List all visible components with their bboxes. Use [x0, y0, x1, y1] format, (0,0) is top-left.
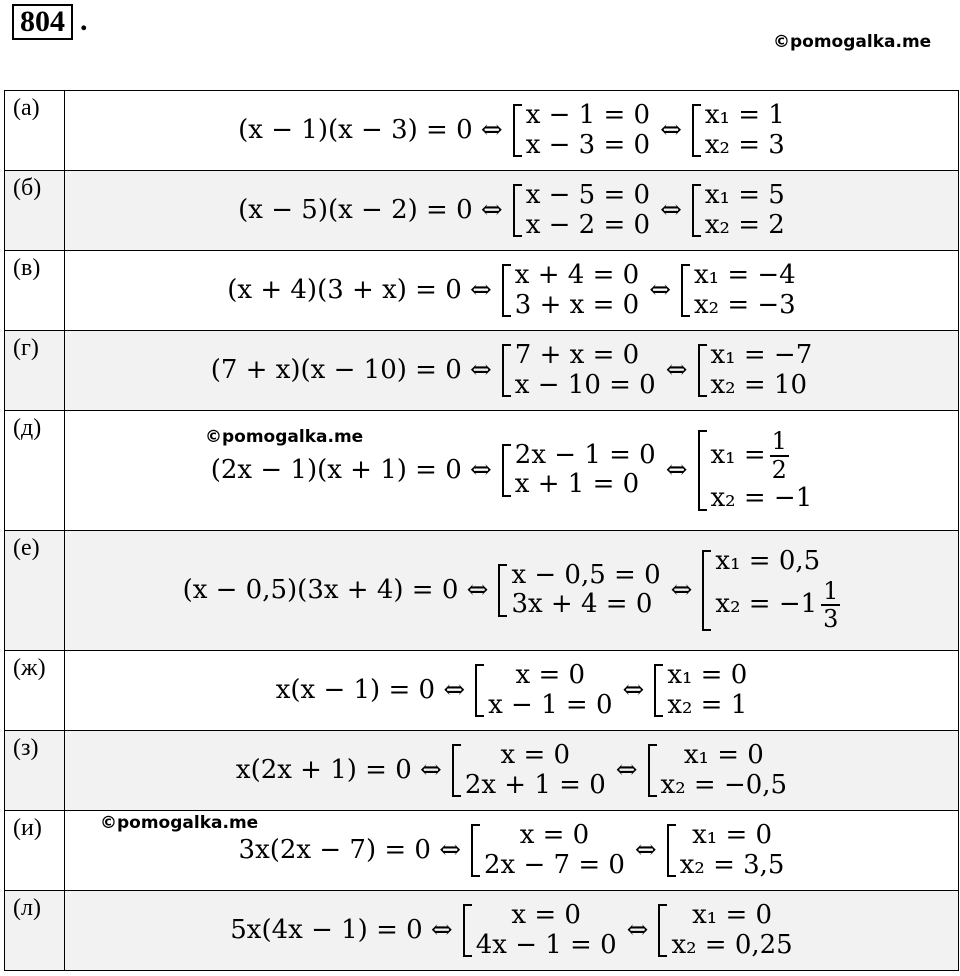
- system-line: x₂ = 3,5: [679, 849, 785, 880]
- equivalence-arrow: ⇔: [622, 674, 645, 705]
- equivalence-arrow: ⇔: [649, 274, 671, 305]
- equation-cell: [65, 651, 959, 731]
- bracket: [475, 664, 484, 717]
- system-line: x₁ = 1: [704, 100, 785, 131]
- system-line: x + 4 = 0: [514, 260, 640, 291]
- system-line: x = 0: [511, 900, 581, 931]
- system-1: [498, 561, 660, 620]
- system-2: [648, 741, 788, 800]
- equation-lhs: (2x − 1)(x + 1) = 0 ⇔: [210, 454, 492, 485]
- equivalence-arrow: ⇔: [665, 354, 688, 385]
- system-1: [513, 181, 650, 240]
- table-row: [5, 251, 959, 331]
- equivalence-arrow: ⇔: [670, 574, 693, 605]
- watermark-row-i: ©pomogalka.me: [100, 813, 259, 833]
- bracket: [692, 184, 701, 237]
- bracket: [658, 904, 667, 957]
- equation: [239, 821, 785, 880]
- bracket: [452, 744, 461, 797]
- system-1: [463, 901, 617, 960]
- bracket: [667, 824, 676, 877]
- equation-lhs: 3x(2x − 7) = 0 ⇔: [238, 834, 461, 865]
- system-line: [711, 427, 813, 484]
- system-1: [513, 101, 650, 160]
- root-lhs: x₁ =: [710, 440, 766, 471]
- bracket: [498, 564, 507, 617]
- bracket: [702, 550, 711, 630]
- bracket: [471, 824, 480, 877]
- fraction-numerator: 1: [823, 576, 839, 605]
- equivalence-arrow: ⇔: [615, 754, 638, 785]
- system-line: x = 0: [500, 740, 571, 771]
- system-2: [702, 547, 840, 633]
- system-1: [502, 341, 656, 400]
- row-label: (б): [5, 171, 65, 251]
- system-line: 2x + 1 = 0: [464, 769, 606, 800]
- system-line: x − 1 = 0: [488, 689, 613, 720]
- row-label: (е): [5, 531, 65, 651]
- system-2: [658, 901, 792, 960]
- bracket: [513, 104, 522, 157]
- system-2: [654, 661, 747, 720]
- system-line: x₂ = 1: [667, 689, 748, 720]
- equation-cell: [65, 251, 959, 331]
- equation-cell: [65, 531, 959, 651]
- equation-lhs: x(x − 1) = 0 ⇔: [275, 674, 466, 705]
- fraction: [821, 578, 840, 633]
- system-2: [698, 427, 813, 513]
- system-line: x + 1 = 0: [514, 469, 640, 500]
- equation-cell: [65, 731, 959, 811]
- root-lhs: x₂ = −1: [715, 589, 818, 620]
- system-line: x₁ = 0: [692, 900, 773, 931]
- system-line: x₁ = −7: [710, 340, 813, 371]
- equation: [183, 547, 841, 633]
- problem-number-dot: .: [80, 4, 88, 37]
- equation-lhs: (x − 5)(x − 2) = 0 ⇔: [238, 194, 503, 225]
- table-row: [5, 331, 959, 411]
- system-line: x − 5 = 0: [525, 180, 651, 211]
- system-line: x₁ = 0: [667, 660, 748, 691]
- row-label: (д): [5, 411, 65, 531]
- equation: [238, 181, 785, 240]
- row-label: (ж): [5, 651, 65, 731]
- table-row: [5, 531, 959, 651]
- bracket: [502, 444, 511, 497]
- system-line: x − 2 = 0: [525, 209, 651, 240]
- system-2: [667, 821, 785, 880]
- equation-cell: [65, 891, 959, 971]
- equation-lhs: (x − 0,5)(3x + 4) = 0 ⇔: [182, 574, 489, 605]
- system-line: 3 + x = 0: [514, 289, 640, 320]
- row-label: (а): [5, 91, 65, 171]
- system-line: x₁ = 5: [704, 180, 785, 211]
- system-2: [681, 261, 796, 320]
- table-row: [5, 171, 959, 251]
- table-row: [5, 411, 959, 531]
- table-row: [5, 731, 959, 811]
- system-1: [452, 741, 606, 800]
- system-line: x₂ = 2: [704, 209, 785, 240]
- fraction-denominator: 3: [823, 605, 839, 634]
- system-line: x₂ = −3: [693, 289, 796, 320]
- fraction: [770, 428, 789, 483]
- table-row: [5, 651, 959, 731]
- bracket: [513, 184, 522, 237]
- system-line: x − 10 = 0: [514, 369, 656, 400]
- system-line: 7 + x = 0: [514, 340, 640, 371]
- equation-cell: [65, 331, 959, 411]
- equation: [227, 261, 795, 320]
- system-line: x − 0,5 = 0: [511, 560, 661, 591]
- equivalence-arrow: ⇔: [660, 114, 682, 145]
- problem-number: 804: [12, 4, 73, 40]
- table-row: [5, 891, 959, 971]
- system-1: [502, 441, 656, 500]
- equation: [230, 901, 792, 960]
- bracket: [692, 104, 701, 157]
- system-line: x₂ = 10: [710, 369, 807, 400]
- row-label: (г): [5, 331, 65, 411]
- system-line: x₂ = −1: [710, 483, 813, 514]
- equivalence-arrow: ⇔: [660, 194, 682, 225]
- equivalence-arrow: ⇔: [665, 454, 688, 485]
- system-line: 2x − 7 = 0: [484, 849, 625, 880]
- equation: [236, 741, 787, 800]
- equation-cell: [65, 171, 959, 251]
- bracket: [463, 904, 472, 957]
- system-2: [692, 101, 785, 160]
- bracket: [681, 264, 690, 317]
- watermark-top: ©pomogalka.me: [773, 32, 932, 52]
- system-line: x − 1 = 0: [525, 100, 651, 131]
- bracket: [502, 344, 511, 397]
- bracket: [502, 264, 511, 317]
- equation: [211, 341, 813, 400]
- system-1: [475, 661, 612, 720]
- system-line: x₂ = −0,5: [660, 769, 788, 800]
- equivalence-arrow: ⇔: [626, 914, 649, 945]
- system-line: 3x + 4 = 0: [511, 589, 653, 620]
- bracket: [648, 744, 657, 797]
- equation-lhs: (x − 1)(x − 3) = 0 ⇔: [238, 114, 503, 145]
- equation-cell: [65, 411, 959, 531]
- watermark-row-d: ©pomogalka.me: [205, 427, 364, 447]
- system-line: x = 0: [519, 820, 590, 851]
- system-line: x₂ = 0,25: [671, 929, 793, 960]
- system-line: x₁ = −4: [693, 260, 796, 291]
- system-2: [692, 181, 785, 240]
- system-line: x₂ = 3: [704, 129, 785, 160]
- system-line: 2x − 1 = 0: [514, 440, 656, 471]
- equation-cell: [65, 91, 959, 171]
- system-line: x₁ = 0: [683, 740, 764, 771]
- equation-lhs: (x + 4)(3 + x) = 0 ⇔: [227, 274, 492, 305]
- bracket: [654, 664, 663, 717]
- system-1: [502, 261, 639, 320]
- system-line: x = 0: [515, 660, 586, 691]
- fraction-denominator: 2: [771, 455, 787, 484]
- bracket: [698, 430, 707, 510]
- equation-lhs: (7 + x)(x − 10) = 0 ⇔: [210, 354, 492, 385]
- row-label: (и): [5, 811, 65, 891]
- system-line: [715, 577, 840, 634]
- equation-lhs: x(2x + 1) = 0 ⇔: [235, 754, 442, 785]
- bracket: [698, 344, 707, 397]
- equation: [276, 661, 748, 720]
- solutions-table: [4, 90, 959, 971]
- system-line: x₁ = 0: [692, 820, 773, 851]
- row-label: (з): [5, 731, 65, 811]
- row-label: (л): [5, 891, 65, 971]
- system-line: x₁ = 0,5: [715, 546, 821, 577]
- system-2: [698, 341, 813, 400]
- system-line: 4x − 1 = 0: [475, 929, 617, 960]
- table-row: [5, 91, 959, 171]
- equation: [238, 101, 785, 160]
- system-line: x − 3 = 0: [525, 129, 651, 160]
- row-label: (в): [5, 251, 65, 331]
- fraction-numerator: 1: [771, 427, 787, 456]
- system-1: [471, 821, 625, 880]
- equivalence-arrow: ⇔: [634, 834, 657, 865]
- equation-lhs: 5x(4x − 1) = 0 ⇔: [230, 914, 453, 945]
